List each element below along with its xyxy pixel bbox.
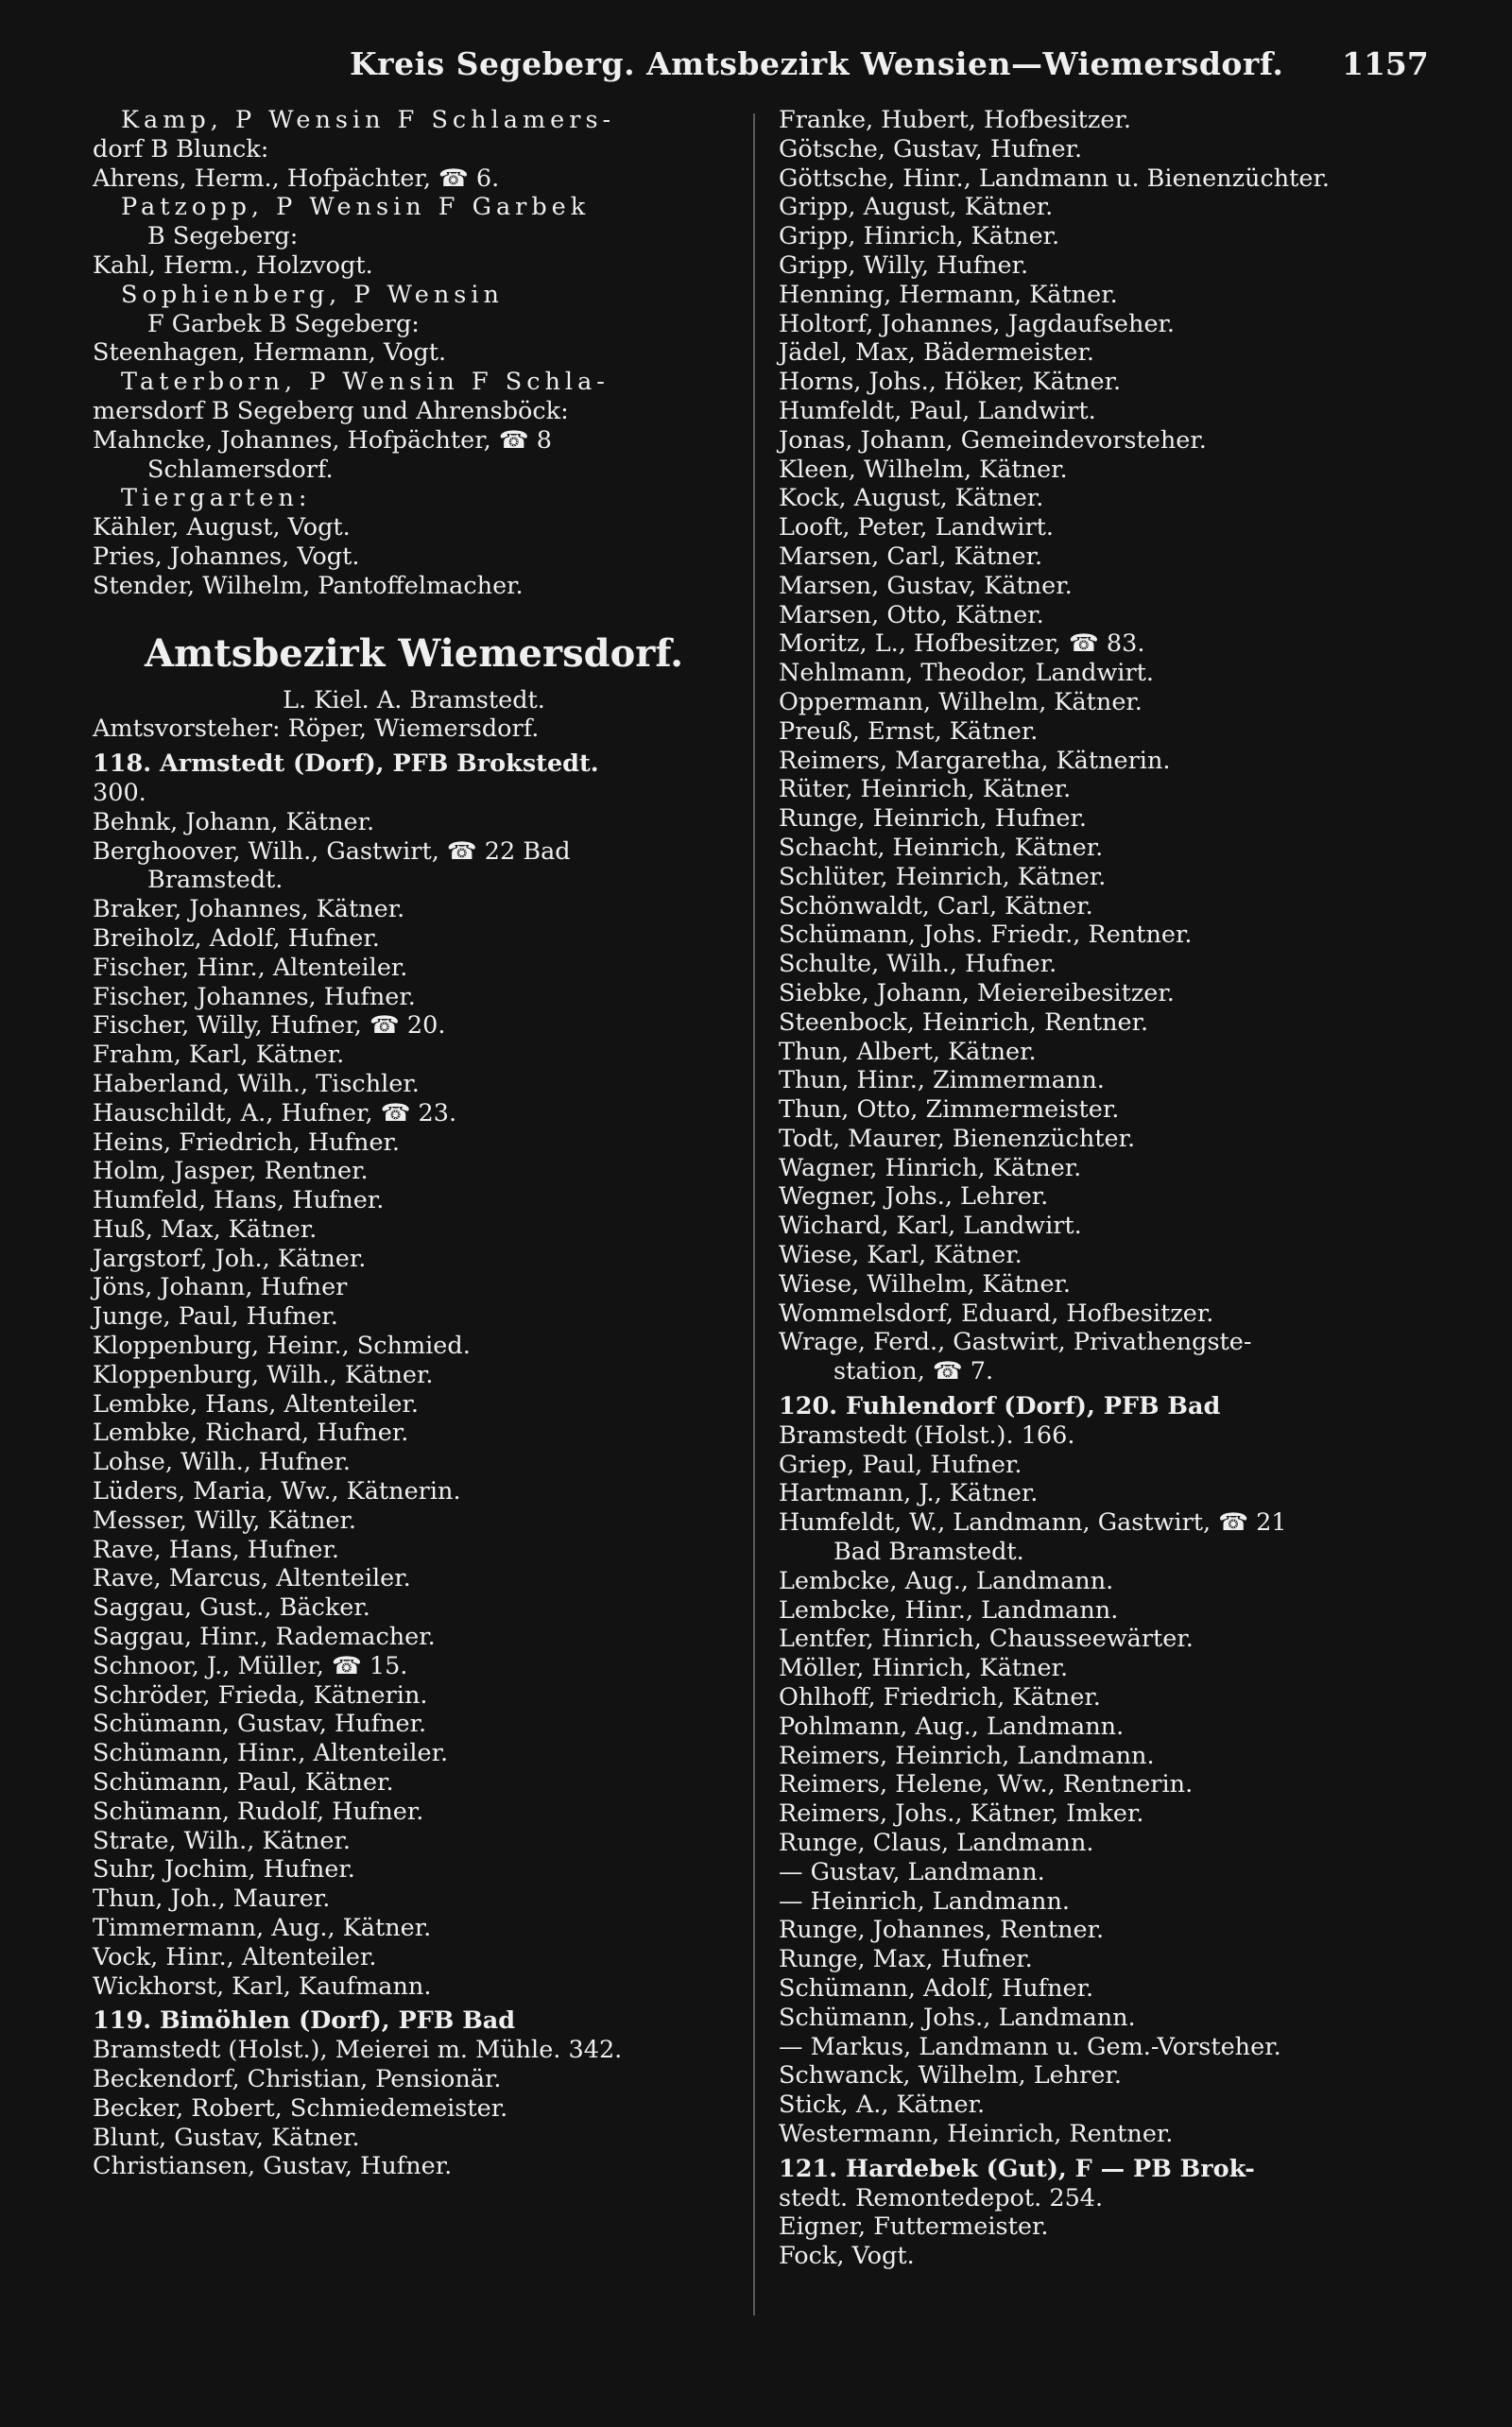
directory-line: Kahl, Herm., Holzvogt.: [93, 250, 373, 280]
directory-line: Schümann, Gustav, Hufner.: [93, 1710, 427, 1739]
directory-line: Thun, Joh., Maurer.: [93, 1885, 331, 1914]
directory-line: Lembcke, Aug., Landmann.: [779, 1566, 1114, 1595]
directory-line: Ohlhoff, Friedrich, Kätner.: [779, 1683, 1101, 1713]
directory-line: Rave, Hans, Hufner.: [93, 1535, 339, 1564]
directory-line: Holm, Jasper, Rentner.: [93, 1157, 369, 1186]
directory-line: Tiergarten:: [121, 484, 312, 513]
directory-line: Saggau, Gust., Bäcker.: [93, 1593, 370, 1623]
directory-line: Möller, Hinrich, Kätner.: [779, 1654, 1069, 1683]
directory-line: Taterborn, P Wensin F Schla-: [121, 368, 610, 397]
directory-line: Wickhorst, Karl, Kaufmann.: [93, 1971, 432, 2001]
page-title: Kreis Segeberg. Amtsbezirk Wensien—Wiemersdorf.: [350, 45, 1284, 82]
directory-line: Huß, Max, Kätner.: [93, 1214, 318, 1244]
directory-line: Jöns, Johann, Hufner: [93, 1273, 348, 1302]
directory-line: Kamp, P Wensin F Schlamers-: [121, 106, 616, 134]
directory-line: Holtorf, Johannes, Jagdaufseher.: [779, 309, 1176, 338]
directory-line: Lembcke, Hinr., Landmann.: [779, 1595, 1119, 1625]
directory-line: Kähler, August, Vogt.: [93, 513, 351, 542]
directory-line: Pohlmann, Aug., Landmann.: [779, 1712, 1125, 1741]
directory-line: Westermann, Heinrich, Rentner.: [779, 2119, 1174, 2148]
directory-line: Schümann, Johs. Friedr., Rentner.: [779, 921, 1193, 950]
directory-line: Wiese, Karl, Kätner.: [779, 1241, 1022, 1270]
directory-line: Marsen, Gustav, Kätner.: [779, 571, 1073, 600]
directory-line: Steenhagen, Hermann, Vogt.: [93, 338, 447, 368]
directory-line: Jonas, Johann, Gemeindevorsteher.: [779, 425, 1207, 455]
right-column: [779, 106, 1431, 2271]
directory-line: Bramstedt (Holst.), Meierei m. Mühle. 342.: [93, 2036, 623, 2065]
directory-line: Looft, Peter, Landwirt.: [779, 513, 1054, 542]
directory-line: Griep, Paul, Hufner.: [779, 1450, 1022, 1479]
directory-line: Humfeld, Hans, Hufner.: [93, 1186, 385, 1215]
directory-line: Preuß, Ernst, Kätner.: [779, 716, 1039, 746]
directory-line: Schulte, Wilh., Hufner.: [779, 950, 1057, 979]
directory-line: Junge, Paul, Hufner.: [93, 1302, 338, 1332]
directory-line: Behnk, Johann, Kätner.: [93, 807, 375, 836]
directory-line: Rüter, Heinrich, Kätner.: [779, 775, 1072, 804]
directory-line: Patzopp, P Wensin F Garbek: [121, 193, 591, 222]
directory-line: Stick, A., Kätner.: [779, 2091, 986, 2120]
directory-line: Stender, Wilhelm, Pantoffelmacher.: [93, 571, 524, 600]
page-number: 1157: [1342, 45, 1429, 82]
directory-line: Eigner, Futtermeister.: [779, 2212, 1049, 2242]
directory-line: Hartmann, J., Kätner.: [779, 1479, 1039, 1508]
directory-line: Schümann, Adolf, Hufner.: [779, 1974, 1094, 2003]
directory-line: Wagner, Hinrich, Kätner.: [779, 1153, 1082, 1182]
locality-heading: 118. Armstedt (Dorf), PFB Brokstedt.: [93, 749, 599, 779]
directory-line: Rave, Marcus, Altenteiler.: [93, 1564, 411, 1593]
directory-line: Runge, Johannes, Rentner.: [779, 1916, 1105, 1945]
directory-line: — Heinrich, Landmann.: [779, 1886, 1070, 1916]
district-heading: Amtsbezirk Wiemersdorf.: [144, 630, 684, 676]
directory-line: L. Kiel. A. Bramstedt.: [283, 685, 545, 714]
directory-line: Kloppenburg, Heinr., Schmied.: [93, 1332, 471, 1361]
directory-line: Siebke, Johann, Meiereibesitzer.: [779, 978, 1175, 1007]
directory-line: Sophienberg, P Wensin: [121, 280, 504, 309]
directory-line: Gripp, Hinrich, Kätner.: [779, 222, 1060, 251]
directory-line: Kloppenburg, Wilh., Kätner.: [93, 1360, 434, 1389]
directory-line: Lentfer, Hinrich, Chausseewärter.: [779, 1625, 1194, 1654]
directory-line: Lohse, Wilh., Hufner.: [93, 1448, 352, 1477]
directory-line: Schümann, Rudolf, Hufner.: [93, 1797, 424, 1826]
directory-line: Christiansen, Gustav, Hufner.: [93, 2152, 453, 2181]
directory-line: Pries, Johannes, Vogt.: [93, 542, 360, 571]
locality-heading: 120. Fuhlendorf (Dorf), PFB Bad: [779, 1392, 1221, 1421]
directory-line: Todt, Maurer, Bienenzüchter.: [779, 1124, 1136, 1153]
directory-line: Vock, Hinr., Altenteiler.: [93, 1942, 377, 1971]
directory-line: Lembke, Richard, Hufner.: [93, 1419, 409, 1448]
directory-line: Schlüter, Heinrich, Kätner.: [779, 862, 1107, 891]
directory-line: Marsen, Otto, Kätner.: [779, 600, 1044, 629]
directory-line: Thun, Hinr., Zimmermann.: [779, 1066, 1105, 1095]
directory-line: Moritz, L., Hofbesitzer, ☎ 83.: [779, 629, 1145, 659]
directory-line: Fischer, Willy, Hufner, ☎ 20.: [93, 1011, 446, 1041]
directory-line: Strate, Wilh., Kätner.: [93, 1826, 351, 1855]
directory-line: Gripp, Willy, Hufner.: [779, 250, 1029, 280]
directory-line: Humfeldt, Paul, Landwirt.: [779, 396, 1096, 425]
left-column: [93, 106, 735, 2181]
directory-line: Schönwaldt, Carl, Kätner.: [779, 891, 1093, 921]
directory-line: Steenbock, Heinrich, Rentner.: [779, 1007, 1149, 1037]
directory-line: Göttsche, Hinr., Landmann u. Bienenzüchter.: [779, 164, 1331, 193]
directory-line: Schacht, Heinrich, Kätner.: [779, 833, 1104, 862]
directory-line: mersdorf B Segeberg und Ahrensböck:: [93, 396, 569, 425]
directory-line: Wegner, Johs., Lehrer.: [779, 1182, 1049, 1212]
directory-line: Heins, Friedrich, Hufner.: [93, 1127, 401, 1157]
directory-line: Braker, Johannes, Kätner.: [93, 895, 405, 924]
directory-line: F Garbek B Segeberg:: [147, 309, 420, 338]
directory-line: B Segeberg:: [147, 222, 299, 251]
directory-line: Fischer, Hinr., Altenteiler.: [93, 953, 408, 982]
directory-line: Henning, Hermann, Kätner.: [779, 280, 1118, 309]
directory-line: Breiholz, Adolf, Hufner.: [93, 923, 380, 953]
directory-line: Jargstorf, Joh., Kätner.: [93, 1244, 367, 1273]
directory-line: Becker, Robert, Schmiedemeister.: [93, 2093, 508, 2123]
directory-line: Lembke, Hans, Altenteiler.: [93, 1389, 420, 1419]
directory-line: Reimers, Johs., Kätner, Imker.: [779, 1799, 1144, 1829]
directory-line: Timmermann, Aug., Kätner.: [93, 1914, 432, 1943]
directory-line: Suhr, Jochim, Hufner.: [93, 1855, 355, 1885]
directory-line: Schwanck, Wilhelm, Lehrer.: [779, 2061, 1122, 2091]
locality-heading: 119. Bimöhlen (Dorf), PFB Bad: [93, 2006, 516, 2036]
directory-line: Bramstedt (Holst.). 166.: [779, 1420, 1075, 1450]
directory-line: Fock, Vogt.: [779, 2242, 915, 2271]
directory-line: Schümann, Paul, Kätner.: [93, 1768, 394, 1798]
directory-line: Saggau, Hinr., Rademacher.: [93, 1623, 436, 1652]
directory-line: Kock, August, Kätner.: [779, 484, 1044, 513]
directory-line: Blunt, Gustav, Kätner.: [93, 2123, 360, 2152]
directory-line: Wommelsdorf, Eduard, Hofbesitzer.: [779, 1299, 1214, 1328]
directory-line: Kleen, Wilhelm, Kätner.: [779, 455, 1068, 484]
directory-line: Reimers, Margaretha, Kätnerin.: [779, 746, 1171, 775]
directory-line: 300.: [93, 778, 146, 807]
directory-line: Mahncke, Johannes, Hofpächter, ☎ 8: [93, 425, 552, 455]
directory-line: Gripp, August, Kätner.: [779, 193, 1054, 222]
directory-line: Horns, Johs., Höker, Kätner.: [779, 368, 1122, 397]
directory-line: Frahm, Karl, Kätner.: [93, 1041, 345, 1070]
directory-line: Lüders, Maria, Ww., Kätnerin.: [93, 1477, 461, 1506]
directory-line: Bramstedt.: [147, 866, 284, 895]
directory-line: Messer, Willy, Kätner.: [93, 1506, 357, 1535]
locality-heading: 121. Hardebek (Gut), F — PB Brok-: [779, 2154, 1255, 2183]
directory-line: Nehlmann, Theodor, Landwirt.: [779, 659, 1154, 688]
directory-line: Amtsvorsteher: Röper, Wiemersdorf.: [93, 714, 540, 744]
directory-line: Bad Bramstedt.: [833, 1538, 1024, 1567]
directory-line: Schnoor, J., Müller, ☎ 15.: [93, 1651, 408, 1680]
directory-line: Franke, Hubert, Hofbesitzer.: [779, 106, 1131, 134]
directory-line: Ahrens, Herm., Hofpächter, ☎ 6.: [93, 164, 500, 193]
directory-line: Reimers, Heinrich, Landmann.: [779, 1741, 1155, 1770]
directory-line: stedt. Remontedepot. 254.: [779, 2183, 1104, 2212]
directory-line: Wrage, Ferd., Gastwirt, Privathengste-: [779, 1328, 1252, 1357]
directory-line: — Markus, Landmann u. Gem.-Vorsteher.: [779, 2032, 1281, 2061]
directory-line: Hauschildt, A., Hufner, ☎ 23.: [93, 1098, 457, 1127]
directory-line: Schümann, Hinr., Altenteiler.: [93, 1739, 449, 1768]
directory-line: dorf B Blunck:: [93, 134, 269, 164]
directory-line: Beckendorf, Christian, Pensionär.: [93, 2065, 502, 2093]
page-header: [0, 45, 1512, 93]
directory-line: Schlamersdorf.: [147, 455, 334, 484]
directory-line: Wiese, Wilhelm, Kätner.: [779, 1269, 1072, 1299]
directory-line: Thun, Albert, Kätner.: [779, 1037, 1037, 1066]
directory-line: Fischer, Johannes, Hufner.: [93, 982, 416, 1011]
directory-line: Humfeldt, W., Landmann, Gastwirt, ☎ 21: [779, 1508, 1287, 1538]
directory-line: — Gustav, Landmann.: [779, 1857, 1045, 1886]
directory-line: Runge, Claus, Landmann.: [779, 1829, 1094, 1858]
column-divider: [753, 113, 755, 2315]
directory-line: Thun, Otto, Zimmermeister.: [779, 1095, 1120, 1125]
directory-line: Marsen, Carl, Kätner.: [779, 542, 1043, 571]
directory-line: Runge, Max, Hufner.: [779, 1945, 1033, 1974]
directory-line: station, ☎ 7.: [833, 1357, 994, 1386]
directory-line: Schümann, Johs., Landmann.: [779, 2003, 1136, 2032]
directory-line: Oppermann, Wilhelm, Kätner.: [779, 687, 1143, 716]
directory-line: Wichard, Karl, Landwirt.: [779, 1212, 1082, 1241]
directory-line: Schröder, Frieda, Kätnerin.: [93, 1680, 428, 1710]
directory-line: Götsche, Gustav, Hufner.: [779, 134, 1083, 164]
directory-line: Haberland, Wilh., Tischler.: [93, 1069, 420, 1098]
directory-line: Jädel, Max, Bädermeister.: [779, 338, 1095, 368]
directory-line: Berghoover, Wilh., Gastwirt, ☎ 22 Bad: [93, 836, 571, 866]
directory-line: Reimers, Helene, Ww., Rentnerin.: [779, 1770, 1194, 1799]
directory-line: Runge, Heinrich, Hufner.: [779, 804, 1087, 834]
